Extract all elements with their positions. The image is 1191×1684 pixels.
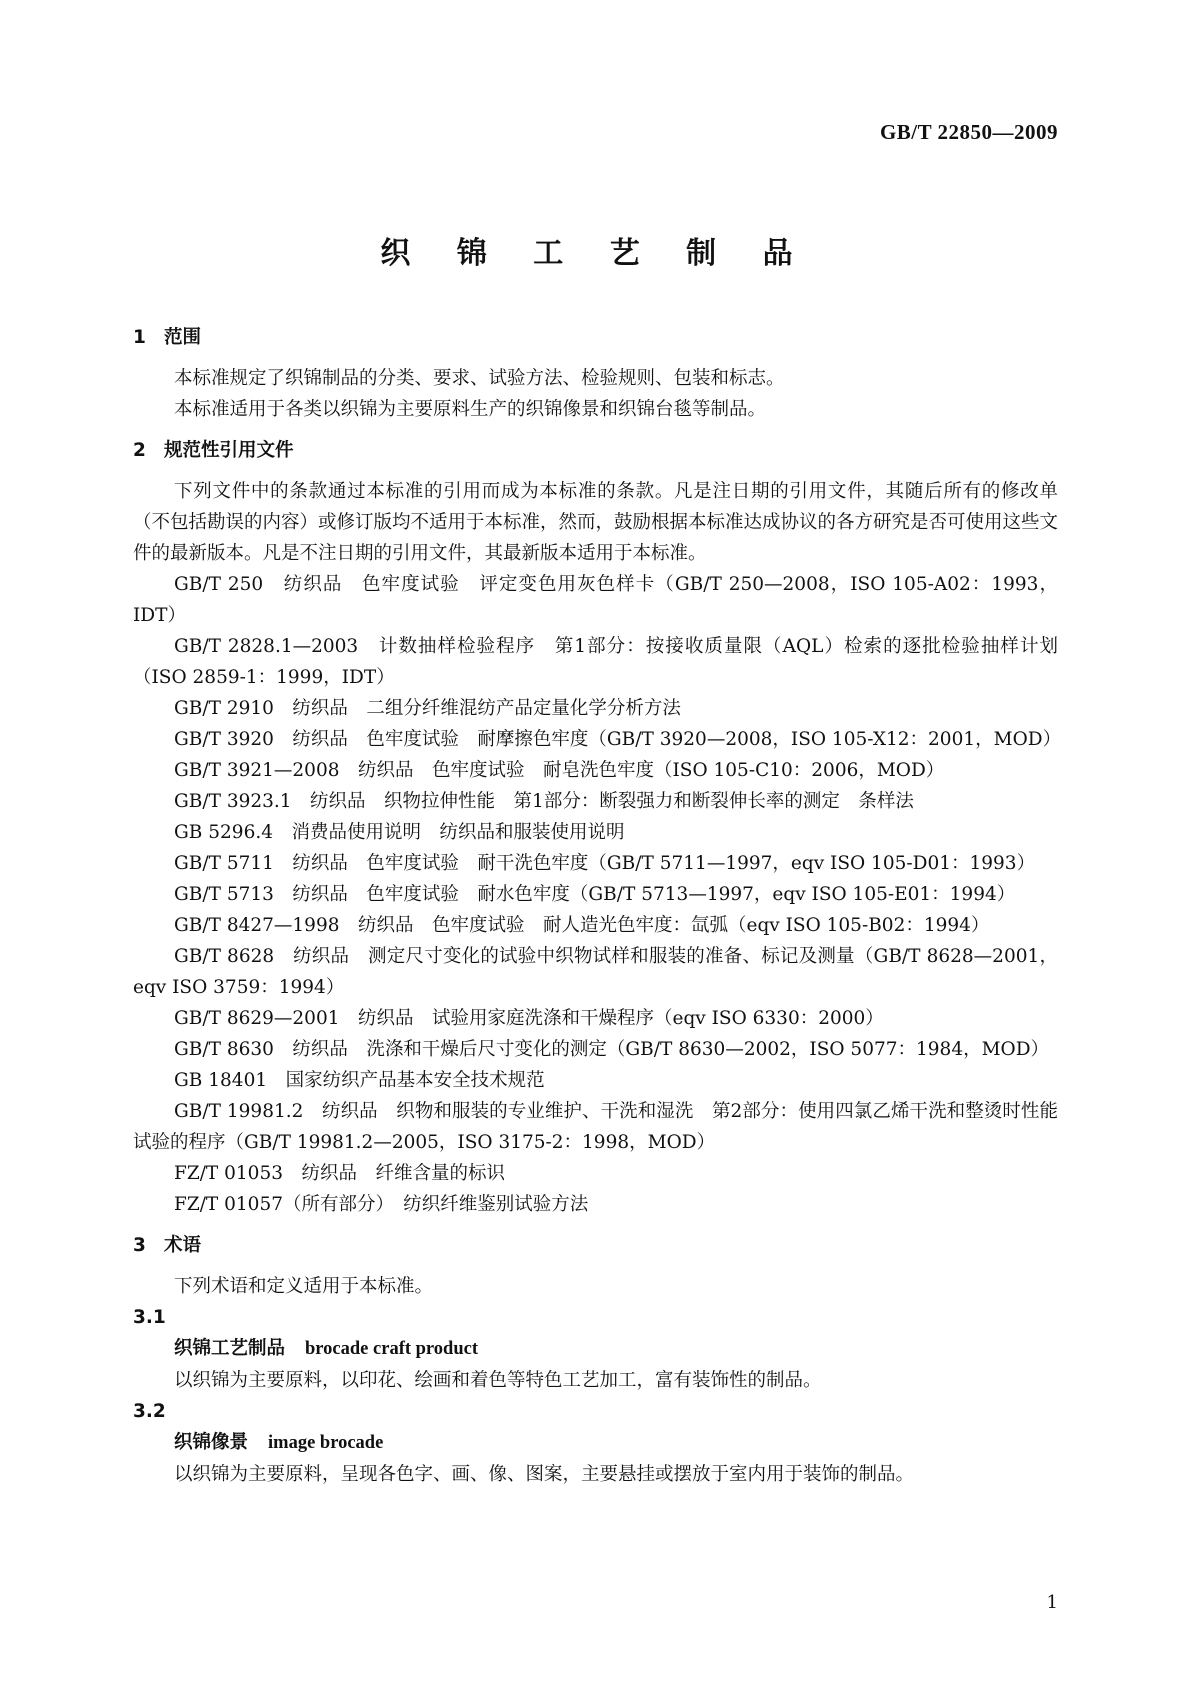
paragraph: 本标准适用于各类以织锦为主要原料生产的织锦像景和织锦台毯等制品。 xyxy=(174,399,767,420)
term-entry xyxy=(133,1427,1058,1459)
reference-item: GB/T 8629—2001 纺织品 试验用家庭洗涤和干燥程序（eqv ISO 6330：2000） xyxy=(174,1008,884,1029)
page-number: 1 xyxy=(1046,1592,1058,1613)
term-definition: 以织锦为主要原料，以印花、绘画和着色等特色工艺加工，富有装饰性的制品。 xyxy=(174,1370,822,1391)
document-title: 织 锦 工 艺 制 品 xyxy=(380,236,811,271)
term-definition: 以织锦为主要原料，呈现各色字、画、像、图案，主要悬挂或摆放于室内用于装饰的制品。 xyxy=(174,1464,915,1485)
term-english: image brocade xyxy=(268,1433,384,1453)
reference-item: GB/T 5711 纺织品 色牢度试验 耐干洗色牢度（GB/T 5711—1997，eqv ISO 105-D01：1993） xyxy=(174,853,1036,874)
reference-item: GB 18401 国家纺织产品基本安全技术规范 xyxy=(174,1070,545,1091)
reference-item: GB/T 19981.2 纺织品 织物和服装的专业维护、干洗和湿洗 第2部分：使用四氯乙烯干洗和整烫时性能试验的程序（GB/T 19981.2—2005，ISO 3175-2：1998，MOD） xyxy=(133,1101,1058,1153)
reference-item: FZ/T 01053 纺织品 纤维含量的标识 xyxy=(174,1163,505,1184)
term-entry xyxy=(133,1333,1058,1365)
section-title: 范围 xyxy=(164,327,202,348)
section-title: 术语 xyxy=(164,1235,202,1256)
section-number: 3 xyxy=(133,1235,146,1256)
reference-item: GB/T 3923.1 纺织品 织物拉伸性能 第1部分：断裂强力和断裂伸长率的测定 条样法 xyxy=(174,791,914,812)
reference-item: FZ/T 01057（所有部分） 纺织纤维鉴别试验方法 xyxy=(174,1194,589,1215)
term-chinese: 织锦工艺制品 xyxy=(174,1338,286,1359)
reference-item: GB/T 8630 纺织品 洗涤和干燥后尺寸变化的测定（GB/T 8630—2002，ISO 5077：1984，MOD） xyxy=(174,1039,1050,1060)
section-number: 1 xyxy=(133,327,146,348)
reference-item: GB 5296.4 消费品使用说明 纺织品和服装使用说明 xyxy=(174,822,625,843)
reference-item: GB/T 2828.1—2003 计数抽样检验程序 第1部分：按接收质量限（AQL）检索的逐批检验抽样计划（ISO 2859-1：1999，IDT） xyxy=(133,636,1058,688)
paragraph: 下列术语和定义适用于本标准。 xyxy=(174,1276,434,1297)
term-chinese: 织锦像景 xyxy=(174,1432,249,1453)
term-number: 3.2 xyxy=(133,1401,166,1422)
section-2-heading xyxy=(133,435,1058,466)
reference-item: GB/T 2910 纺织品 二组分纤维混纺产品定量化学分析方法 xyxy=(174,698,681,719)
term-english: brocade craft product xyxy=(305,1339,479,1359)
reference-item: GB/T 8628 纺织品 测定尺寸变化的试验中织物试样和服装的准备、标记及测量（GB/T 8628—2001，eqv ISO 3759：1994） xyxy=(133,946,1058,998)
paragraph: 下列文件中的条款通过本标准的引用而成为本标准的条款。凡是注日期的引用文件，其随后所有的修改单（不包括勘误的内容）或修订版均不适用于本标准，然而，鼓励根据本标准达成协议的各方研究是否可使用这些文件的最新版本。凡是不注日期的引用文件，其最新版本适用于本标准。 xyxy=(133,481,1059,564)
term-number: 3.1 xyxy=(133,1307,166,1328)
standard-number: GB/T 22850—2009 xyxy=(879,120,1058,144)
reference-item: GB/T 3920 纺织品 色牢度试验 耐摩擦色牢度（GB/T 3920—2008，ISO 105-X12：2001，MOD） xyxy=(174,729,1062,750)
paragraph: 本标准规定了织锦制品的分类、要求、试验方法、检验规则、包装和标志。 xyxy=(174,368,785,389)
reference-item: GB/T 8427—1998 纺织品 色牢度试验 耐人造光色牢度：氙弧（eqv ISO 105-B02：1994） xyxy=(174,915,990,936)
section-1-heading xyxy=(133,322,1058,353)
reference-item: GB/T 3921—2008 纺织品 色牢度试验 耐皂洗色牢度（ISO 105-C10：2006，MOD） xyxy=(174,760,945,781)
document-body xyxy=(133,322,1062,1490)
section-3-heading xyxy=(133,1230,1058,1261)
section-title: 规范性引用文件 xyxy=(164,440,294,461)
reference-item: GB/T 5713 纺织品 色牢度试验 耐水色牢度（GB/T 5713—1997，eqv ISO 105-E01：1994） xyxy=(174,884,1016,905)
section-number: 2 xyxy=(133,440,146,461)
reference-item: GB/T 250 纺织品 色牢度试验 评定变色用灰色样卡（GB/T 250—2008，ISO 105-A02：1993，IDT） xyxy=(133,574,1058,626)
